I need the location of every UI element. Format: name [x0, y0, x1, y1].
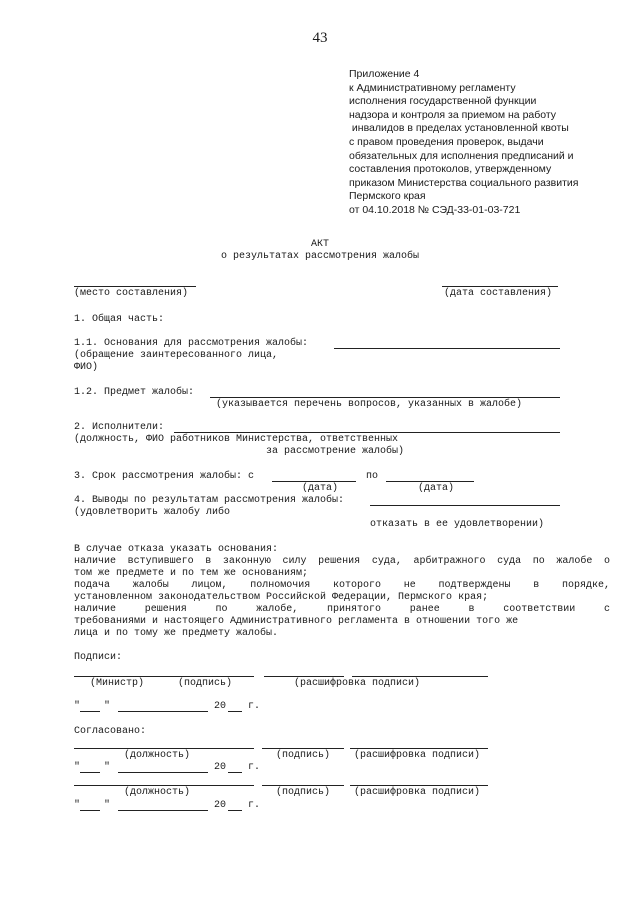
place-label: (место составления): [74, 288, 189, 299]
annex-line: Пермского края: [349, 190, 426, 203]
quote-close: ": [104, 762, 111, 773]
item-1-1-label: 1.1. Основания для рассмотрения жалобы:: [74, 338, 309, 349]
quote-open: ": [74, 762, 81, 773]
position-label: (должность): [124, 787, 191, 798]
item-4-label: 4. Выводы по результатам рассмотрения жалобы:: [74, 495, 345, 506]
year-prefix: 20: [214, 701, 227, 712]
place-line: [74, 286, 196, 287]
minister-line: [74, 676, 254, 677]
item-2-line: [174, 432, 560, 433]
decode-line: [350, 785, 488, 786]
annex-line: с правом проведения проверок, выдачи: [349, 135, 544, 148]
signature-label: (подпись): [276, 750, 331, 761]
position-line: [74, 785, 254, 786]
quote-open: ": [74, 701, 81, 712]
item-3-date-to-line: [386, 481, 474, 482]
annex-line: обязательных для исполнения предписаний и: [349, 149, 574, 162]
refusal-reason-text: требованиями и настоящего Административного регламента в отношении того же: [74, 616, 519, 627]
item-4-line: [370, 505, 560, 506]
year-suffix: г.: [248, 701, 261, 712]
item-1-1-hint: ФИО): [74, 362, 99, 373]
decode-line: [350, 748, 488, 749]
item-1-2-label: 1.2. Предмет жалобы:: [74, 387, 195, 398]
annex-line: приказом Министерства социального развития: [349, 176, 579, 189]
quote-close: ": [104, 701, 111, 712]
month-line: [118, 711, 208, 712]
annex-line: к Административному регламенту: [349, 81, 516, 94]
year-line: [228, 772, 242, 773]
year-line: [228, 810, 242, 811]
item-3-to: по: [366, 471, 379, 482]
page-number: 43: [312, 30, 328, 46]
signatures-label: Подписи:: [74, 652, 123, 663]
annex-line: Приложение 4: [349, 68, 420, 80]
annex-line: составления протоколов, утвержденному: [349, 163, 552, 176]
day-line: [80, 810, 100, 811]
annex-block: [349, 68, 578, 218]
year-suffix: г.: [248, 762, 261, 773]
minister-label: (Министр): [90, 678, 145, 689]
item-1-1-line: [334, 348, 560, 349]
item-3-date-from-line: [272, 481, 356, 482]
signature-label: (подпись): [178, 678, 233, 689]
item-2-hint: за рассмотрение жалобы): [266, 446, 405, 457]
refusal-intro: В случае отказа указать основания:: [74, 544, 279, 555]
refusal-reason-text: лица и по тому же предмету жалобы.: [74, 628, 279, 639]
refusal-reason-text: подача жалобы лицом, полномочия которого не подтверждены в порядке,: [74, 580, 610, 591]
document-subtitle: о результатах рассмотрения жалобы: [220, 251, 420, 262]
date-label: (дата составления): [444, 288, 553, 299]
minister-decode-line: [352, 676, 488, 677]
refusal-reason-text: установленном законодательством Российской Федерации, Пермского края;: [74, 592, 489, 603]
decode-label: (расшифровка подписи): [294, 678, 421, 689]
signature-label: (подпись): [276, 787, 331, 798]
document-title: АКТ: [310, 239, 329, 250]
item-3-label: 3. Срок рассмотрения жалобы: с: [74, 471, 255, 482]
quote-close: ": [104, 800, 111, 811]
year-line: [228, 711, 242, 712]
item-3-date-to-hint: (дата): [418, 483, 455, 494]
month-line: [118, 772, 208, 773]
quote-open: ": [74, 800, 81, 811]
item-2-hint: (должность, ФИО работников Министерства, ответственных: [74, 434, 399, 445]
year-prefix: 20: [214, 762, 227, 773]
refusal-reason-text: наличие решения по жалобе, принятого ранее в соответствии с: [74, 604, 610, 615]
annex-line: исполнения государственной функции: [349, 95, 537, 108]
signature-line: [262, 748, 344, 749]
position-line: [74, 748, 254, 749]
item-3-date-from-hint: (дата): [302, 483, 339, 494]
day-line: [80, 711, 100, 712]
year-prefix: 20: [214, 800, 227, 811]
item-1-2-line: [210, 397, 560, 398]
decode-label: (расшифровка подписи): [354, 750, 481, 761]
month-line: [118, 810, 208, 811]
item-1-2-hint: (указывается перечень вопросов, указанных в жалобе): [216, 399, 523, 410]
item-2-label: 2. Исполнители:: [74, 422, 165, 433]
position-label: (должность): [124, 750, 191, 761]
annex-line: от 04.10.2018 № СЭД-33-01-03-721: [349, 203, 521, 216]
decode-label: (расшифровка подписи): [354, 787, 481, 798]
section-general: 1. Общая часть:: [74, 314, 165, 325]
annex-line: инвалидов в пределах установленной квоты: [349, 122, 569, 135]
minister-signature-line: [264, 676, 344, 677]
annex-line: надзора и контроля за приемом на работу: [349, 108, 557, 121]
year-suffix: г.: [248, 800, 261, 811]
refusal-reason-text: наличие вступившего в законную силу решения суда, арбитражного суда по жалобе о: [74, 556, 610, 567]
item-4-hint: отказать в ее удовлетворении): [370, 519, 545, 530]
signature-line: [262, 785, 344, 786]
item-4-hint: (удовлетворить жалобу либо: [74, 507, 231, 518]
date-line: [442, 286, 558, 287]
day-line: [80, 772, 100, 773]
refusal-reason-text: том же предмете и по тем же основаниям;: [74, 568, 309, 579]
item-1-1-hint: (обращение заинтересованного лица,: [74, 350, 279, 361]
agreed-label: Согласовано:: [74, 726, 147, 737]
